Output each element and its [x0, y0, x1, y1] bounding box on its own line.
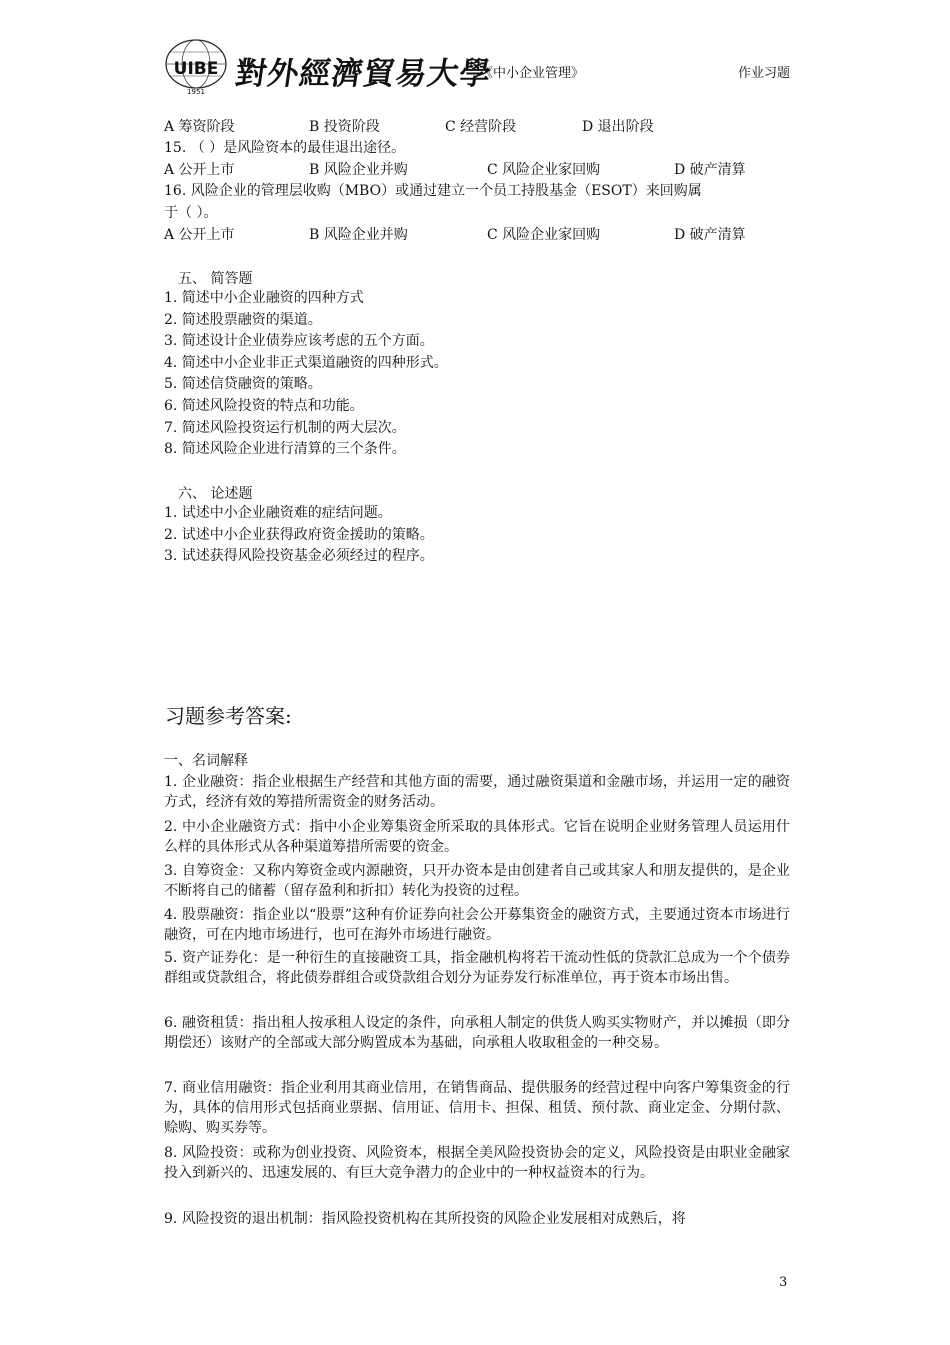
section6-item: 2. 试述中小企业获得政府资金援助的策略。 — [164, 527, 434, 543]
q15-stem: 15. （ ）是风险资本的最佳退出途径。 — [164, 140, 406, 156]
section5-item: 7. 简述风险投资运行机制的两大层次。 — [164, 420, 406, 436]
q16-stem-line2: 于（ ）。 — [164, 205, 218, 221]
section5-title: 五、 简答题 — [178, 271, 253, 287]
document-type: 作业习题 — [737, 66, 790, 81]
answer-item: 2. 中小企业融资方式：指中小企业筹集资金所采取的具体形式。它旨在说明企业财务管理人员运用什么样的具体形式从各种渠道筹措所需要的资金。 — [164, 819, 790, 855]
course-title: 《中小企业管理》 — [480, 66, 585, 81]
page-number: 3 — [779, 1275, 788, 1290]
q16-option-a: A 公开上市 — [164, 227, 235, 243]
q16-stem-line1: 16. 风险企业的管理层收购（MBO）或通过建立一个员工持股基金（ESOT）来回购属 — [164, 183, 702, 199]
q16-option-b: B 风险企业并购 — [309, 227, 408, 243]
section6-title: 六、 论述题 — [178, 486, 253, 502]
answer-item: 4. 股票融资：指企业以“股票”这种有价证券向社会公开募集资金的融资方式，主要通过资本市场进行融资，可在内地市场进行，也可在海外市场进行融资。 — [164, 907, 790, 943]
page-header — [160, 36, 790, 98]
q14-option-c: C 经营阶段 — [445, 119, 517, 135]
section5-item: 2. 简述股票融资的渠道。 — [164, 312, 322, 328]
section5-item: 5. 简述信贷融资的策略。 — [164, 376, 322, 392]
university-name: 對外經濟貿易大學 — [232, 56, 495, 92]
university-logo-icon — [160, 36, 232, 98]
q15-option-c: C 风险企业家回购 — [487, 162, 601, 178]
answers-title: 习题参考答案: — [165, 704, 292, 728]
section6-item: 1. 试述中小企业融资难的症结问题。 — [164, 505, 392, 521]
answers-subtitle: 一、名词解释 — [164, 753, 248, 769]
logo-text: UIBE — [173, 59, 219, 79]
answer-item: 8. 风险投资：或称为创业投资、风险资本，根据全美风险投资协会的定义，风险投资是由职业金融家投入到新兴的、迅速发展的、有巨大竞争潜力的企业中的一种权益资本的行为。 — [164, 1145, 790, 1181]
q16-option-d: D 破产清算 — [674, 227, 746, 243]
q14-option-a: A 筹资阶段 — [164, 119, 235, 135]
answer-item: 5. 资产证券化：是一种衍生的直接融资工具，指金融机构将若干流动性低的贷款汇总成为一个个债券群组或贷款组合，将此债券群组合或贷款组合划分为证券发行标准单位，再于资本市场出售。 — [164, 950, 790, 986]
q15-option-d: D 破产清算 — [674, 162, 746, 178]
section5-item: 8. 简述风险企业进行清算的三个条件。 — [164, 441, 406, 457]
section6-item: 3. 试述获得风险投资基金必须经过的程序。 — [164, 548, 434, 564]
answer-item: 7. 商业信用融资：指企业利用其商业信用，在销售商品、提供服务的经营过程中向客户筹集资金的行为，具体的信用形式包括商业票据、信用证、信用卡、担保、租赁、预付款、商业定金、分期付款、赊购、购买券等。 — [164, 1080, 790, 1136]
q14-option-b: B 投资阶段 — [309, 119, 380, 135]
logo-year: 1951 — [187, 88, 205, 96]
q16-option-c: C 风险企业家回购 — [487, 227, 601, 243]
section5-item: 1. 简述中小企业融资的四种方式 — [164, 290, 364, 306]
answer-item: 3. 自筹资金：又称内筹资金或内源融资，只开办资本是由创建者自己或其家人和朋友提供的，是企业不断将自己的储蓄（留存盈利和折扣）转化为投资的过程。 — [164, 863, 790, 899]
q14-option-d: D 退出阶段 — [582, 119, 654, 135]
q15-option-b: B 风险企业并购 — [309, 162, 408, 178]
section5-item: 4. 简述中小企业非正式渠道融资的四种形式。 — [164, 355, 448, 371]
q15-option-a: A 公开上市 — [164, 162, 235, 178]
section5-item: 6. 简述风险投资的特点和功能。 — [164, 398, 364, 414]
answer-item: 1. 企业融资：指企业根据生产经营和其他方面的需要，通过融资渠道和金融市场，并运用一定的融资方式，经济有效的筹措所需资金的财务活动。 — [164, 774, 790, 810]
answer-item: 6. 融资租赁：指出租人按承租人设定的条件，向承租人制定的供货人购买实物财产，并以摊损（即分期偿还）该财产的全部或大部分购置成本为基础，向承租人收取租金的一种交易。 — [164, 1015, 790, 1051]
answer-item: 9. 风险投资的退出机制：指风险投资机构在其所投资的风险企业发展相对成熟后，将 — [164, 1211, 686, 1227]
section5-item: 3. 简述设计企业债券应该考虑的五个方面。 — [164, 333, 434, 349]
